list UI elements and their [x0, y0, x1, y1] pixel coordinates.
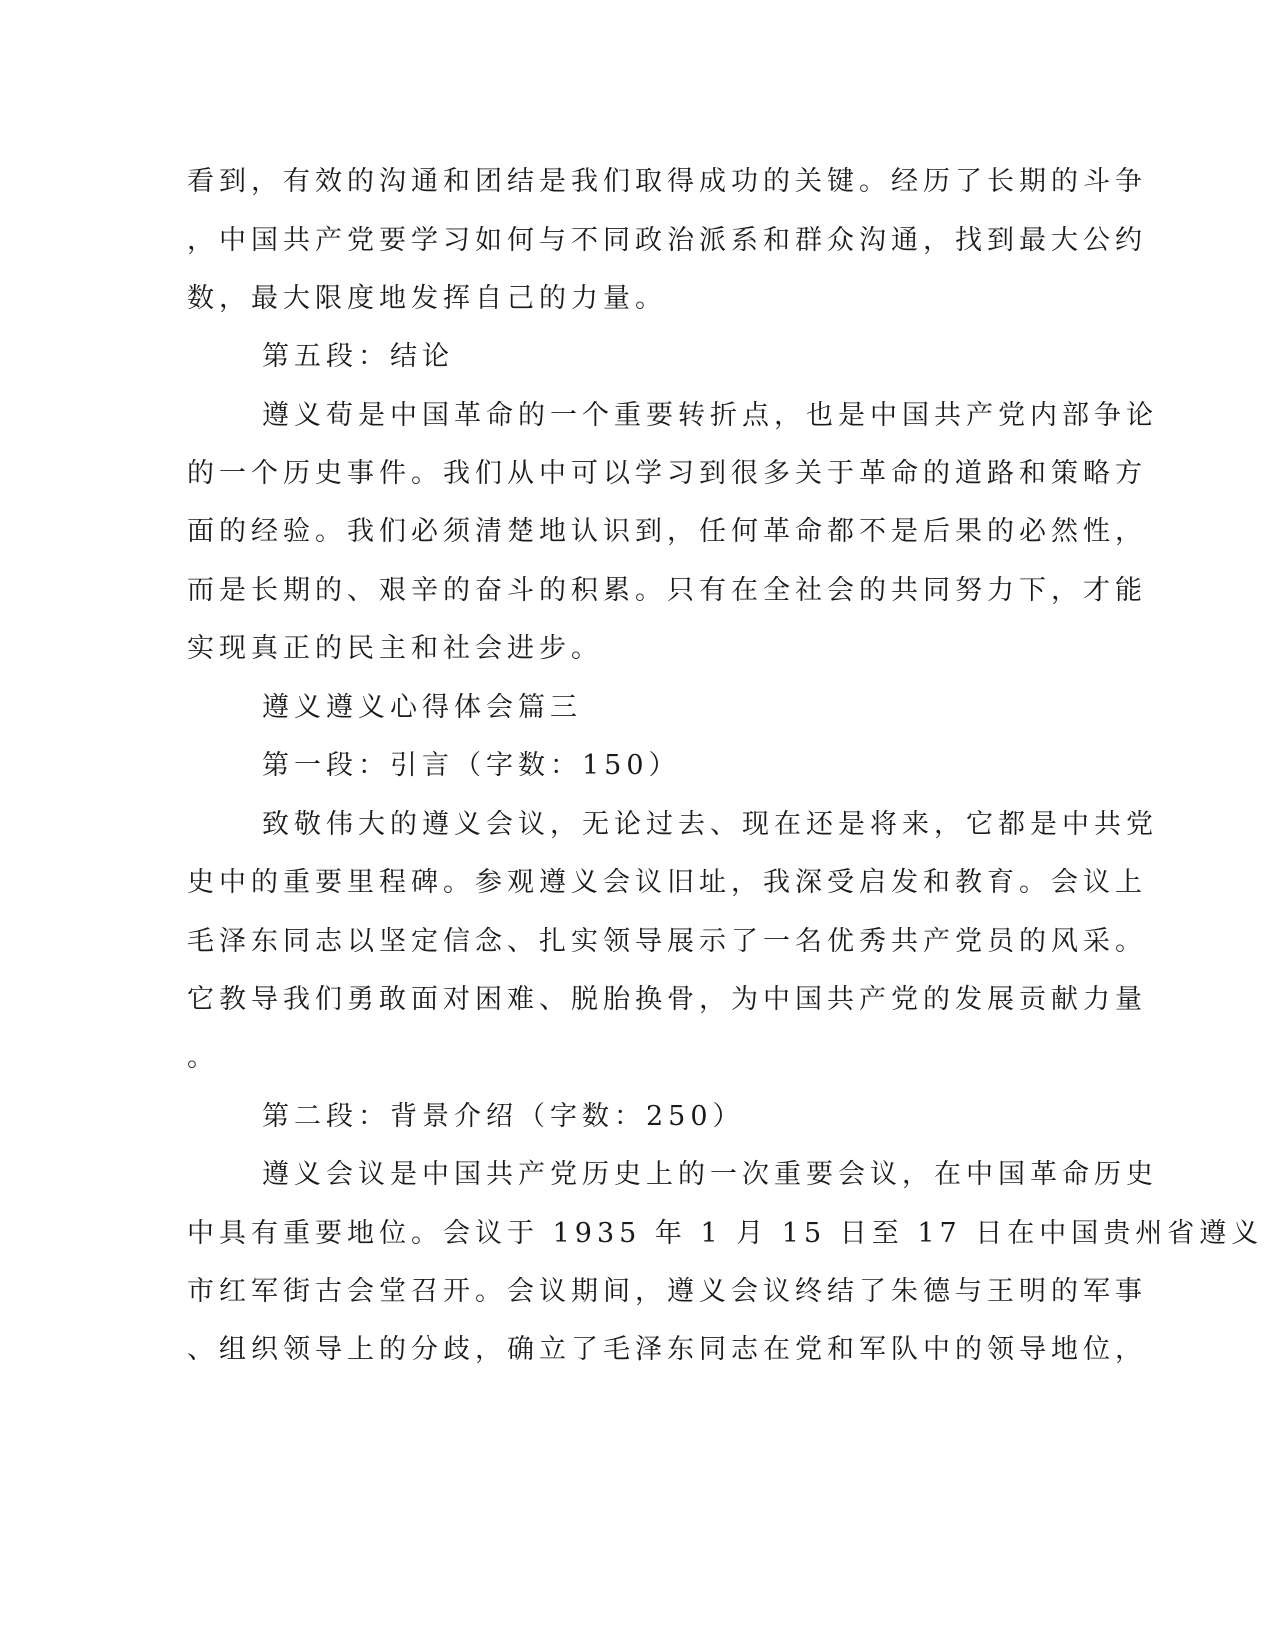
text-line: 中具有重要地位。会议于 1935 年 1 月 15 日至 17 日在中国贵州省遵义 [187, 1218, 1264, 1249]
text-line: ，中国共产党要学习如何与不同政治派系和群众沟通，找到最大公约 [187, 225, 1147, 256]
section-heading: 第一段：引言（字数：150） [262, 750, 681, 781]
text-line: 致敬伟大的遵义会议，无论过去、现在还是将来，它都是中共党 [262, 809, 1158, 840]
text-line: 史中的重要里程碑。参观遵义会议旧址，我深受启发和教育。会议上 [187, 867, 1147, 898]
text-line: 毛泽东同志以坚定信念、扎实领导展示了一名优秀共产党员的风采。 [187, 926, 1147, 957]
text-line: 、组织领导上的分歧，确立了毛泽东同志在党和军队中的领导地位， [187, 1334, 1147, 1365]
text-line: 看到，有效的沟通和团结是我们取得成功的关键。经历了长期的斗争 [187, 166, 1147, 197]
section-heading: 第五段：结论 [262, 341, 454, 372]
text-line: 面的经验。我们必须清楚地认识到，任何革命都不是后果的必然性， [187, 516, 1147, 547]
text-line: 而是长期的、艰辛的奋斗的积累。只有在全社会的共同努力下，才能 [187, 575, 1147, 606]
section-heading: 第二段：背景介绍（字数：250） [262, 1101, 745, 1132]
text-line: 数，最大限度地发挥自己的力量。 [187, 283, 667, 314]
text-line: 它教导我们勇敢面对困难、脱胎换骨，为中国共产党的发展贡献力量 [187, 984, 1147, 1015]
text-line: 遵义会议是中国共产党历史上的一次重要会议，在中国革命历史 [262, 1159, 1158, 1190]
text-line: 市红军街古会堂召开。会议期间，遵义会议终结了朱德与王明的军事 [187, 1276, 1147, 1307]
article-title: 遵义遵义心得体会篇三 [262, 692, 582, 723]
text-line: 的一个历史事件。我们从中可以学习到很多关于革命的道路和策略方 [187, 458, 1147, 489]
text-line: 遵义荀是中国革命的一个重要转折点，也是中国共产党内部争论 [262, 400, 1158, 431]
text-line: 。 [187, 1042, 219, 1073]
text-line: 实现真正的民主和社会进步。 [187, 633, 603, 664]
